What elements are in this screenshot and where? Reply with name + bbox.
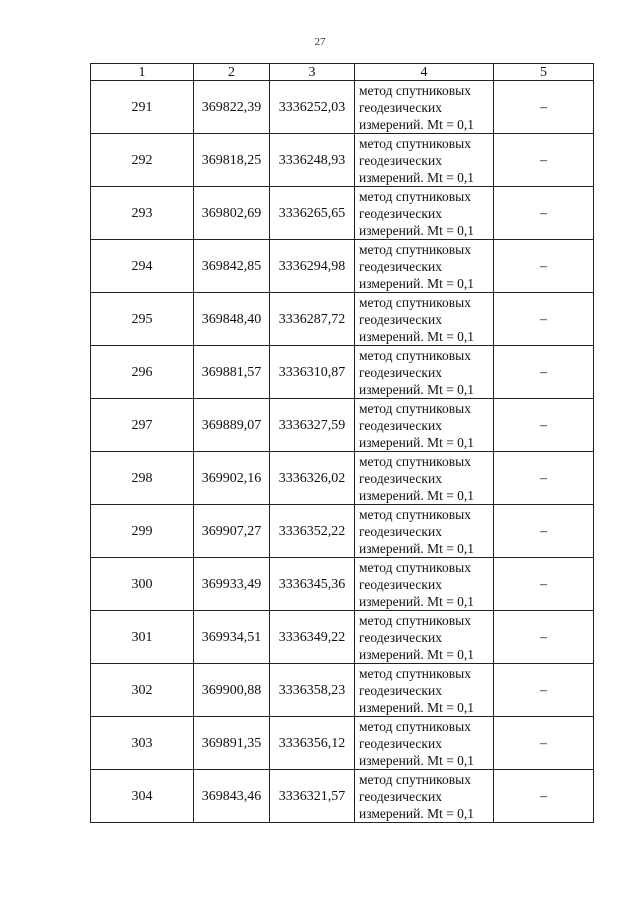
x-coordinate-cell: 369934,51	[194, 611, 270, 664]
method-line: метод спутниковых	[359, 665, 471, 681]
y-coordinate-cell: 3336358,23	[270, 664, 355, 717]
method-line: геодезических	[359, 682, 442, 698]
method-line: метод спутниковых	[359, 453, 471, 469]
point-number-cell: 297	[91, 399, 194, 452]
table-row	[91, 346, 594, 399]
method-cell	[355, 187, 494, 240]
y-coordinate-cell: 3336310,87	[270, 346, 355, 399]
point-number-cell: 303	[91, 717, 194, 770]
method-line: измерений. Mt = 0,1	[359, 487, 475, 503]
method-cell	[355, 346, 494, 399]
point-number-cell: 296	[91, 346, 194, 399]
y-coordinate-cell: 3336345,36	[270, 558, 355, 611]
x-coordinate-cell: 369900,88	[194, 664, 270, 717]
method-line: геодезических	[359, 576, 442, 592]
note-cell: –	[494, 505, 594, 558]
table-row	[91, 452, 594, 505]
method-cell	[355, 134, 494, 187]
table-row	[91, 293, 594, 346]
header-row	[91, 64, 594, 81]
note-cell: –	[494, 81, 594, 134]
table-row	[91, 81, 594, 134]
method-line: геодезических	[359, 205, 442, 221]
table-row	[91, 770, 594, 823]
point-number-cell: 292	[91, 134, 194, 187]
y-coordinate-cell: 3336326,02	[270, 452, 355, 505]
x-coordinate-cell: 369822,39	[194, 81, 270, 134]
x-coordinate-cell: 369907,27	[194, 505, 270, 558]
method-line: геодезических	[359, 735, 442, 751]
x-coordinate-cell: 369802,69	[194, 187, 270, 240]
table-row	[91, 558, 594, 611]
y-coordinate-cell: 3336287,72	[270, 293, 355, 346]
method-cell	[355, 664, 494, 717]
note-cell: –	[494, 770, 594, 823]
note-cell: –	[494, 346, 594, 399]
method-line: геодезических	[359, 364, 442, 380]
method-line: измерений. Mt = 0,1	[359, 116, 475, 132]
x-coordinate-cell: 369842,85	[194, 240, 270, 293]
method-cell	[355, 240, 494, 293]
note-cell: –	[494, 134, 594, 187]
y-coordinate-cell: 3336248,93	[270, 134, 355, 187]
table-row	[91, 505, 594, 558]
method-line: геодезических	[359, 152, 442, 168]
method-line: измерений. Mt = 0,1	[359, 169, 475, 185]
method-line: метод спутниковых	[359, 771, 471, 787]
table-row	[91, 187, 594, 240]
method-line: метод спутниковых	[359, 135, 471, 151]
header-cell-2: 2	[194, 64, 270, 81]
method-line: геодезических	[359, 470, 442, 486]
method-line: измерений. Mt = 0,1	[359, 646, 475, 662]
point-number-cell: 300	[91, 558, 194, 611]
method-line: геодезических	[359, 629, 442, 645]
method-line: геодезических	[359, 311, 442, 327]
note-cell: –	[494, 240, 594, 293]
point-number-cell: 293	[91, 187, 194, 240]
point-number-cell: 304	[91, 770, 194, 823]
method-line: измерений. Mt = 0,1	[359, 222, 475, 238]
method-line: геодезических	[359, 788, 442, 804]
point-number-cell: 299	[91, 505, 194, 558]
coordinates-table	[90, 63, 594, 823]
y-coordinate-cell: 3336356,12	[270, 717, 355, 770]
header-cell-1: 1	[91, 64, 194, 81]
method-cell	[355, 81, 494, 134]
method-line: метод спутниковых	[359, 294, 471, 310]
method-line: метод спутниковых	[359, 400, 471, 416]
note-cell: –	[494, 187, 594, 240]
x-coordinate-cell: 369843,46	[194, 770, 270, 823]
method-line: измерений. Mt = 0,1	[359, 805, 475, 821]
x-coordinate-cell: 369889,07	[194, 399, 270, 452]
x-coordinate-cell: 369891,35	[194, 717, 270, 770]
method-line: геодезических	[359, 417, 442, 433]
point-number-cell: 298	[91, 452, 194, 505]
method-cell	[355, 611, 494, 664]
note-cell: –	[494, 399, 594, 452]
method-line: метод спутниковых	[359, 82, 471, 98]
table-row	[91, 664, 594, 717]
method-line: метод спутниковых	[359, 718, 471, 734]
method-line: измерений. Mt = 0,1	[359, 381, 475, 397]
method-line: измерений. Mt = 0,1	[359, 752, 475, 768]
point-number-cell: 295	[91, 293, 194, 346]
note-cell: –	[494, 611, 594, 664]
method-line: измерений. Mt = 0,1	[359, 275, 475, 291]
method-line: метод спутниковых	[359, 506, 471, 522]
method-cell	[355, 770, 494, 823]
method-line: измерений. Mt = 0,1	[359, 593, 475, 609]
y-coordinate-cell: 3336252,03	[270, 81, 355, 134]
method-line: измерений. Mt = 0,1	[359, 540, 475, 556]
note-cell: –	[494, 293, 594, 346]
y-coordinate-cell: 3336349,22	[270, 611, 355, 664]
method-line: метод спутниковых	[359, 559, 471, 575]
method-line: измерений. Mt = 0,1	[359, 328, 475, 344]
method-line: метод спутниковых	[359, 188, 471, 204]
table-body	[91, 81, 594, 823]
y-coordinate-cell: 3336265,65	[270, 187, 355, 240]
point-number-cell: 301	[91, 611, 194, 664]
y-coordinate-cell: 3336321,57	[270, 770, 355, 823]
table-row	[91, 611, 594, 664]
method-line: метод спутниковых	[359, 612, 471, 628]
table-row	[91, 399, 594, 452]
method-line: метод спутниковых	[359, 347, 471, 363]
method-line: геодезических	[359, 523, 442, 539]
x-coordinate-cell: 369881,57	[194, 346, 270, 399]
method-cell	[355, 452, 494, 505]
point-number-cell: 294	[91, 240, 194, 293]
method-cell	[355, 558, 494, 611]
method-line: метод спутниковых	[359, 241, 471, 257]
point-number-cell: 302	[91, 664, 194, 717]
x-coordinate-cell: 369933,49	[194, 558, 270, 611]
table-row	[91, 240, 594, 293]
x-coordinate-cell: 369818,25	[194, 134, 270, 187]
method-cell	[355, 717, 494, 770]
table-row	[91, 134, 594, 187]
method-line: геодезических	[359, 99, 442, 115]
header-cell-4: 4	[355, 64, 494, 81]
table-row	[91, 717, 594, 770]
method-cell	[355, 399, 494, 452]
point-number-cell: 291	[91, 81, 194, 134]
header-cell-5: 5	[494, 64, 594, 81]
page-number: 27	[314, 36, 326, 48]
header-cell-3: 3	[270, 64, 355, 81]
table-header	[91, 64, 594, 81]
method-line: измерений. Mt = 0,1	[359, 434, 475, 450]
note-cell: –	[494, 452, 594, 505]
method-cell	[355, 505, 494, 558]
method-line: геодезических	[359, 258, 442, 274]
y-coordinate-cell: 3336327,59	[270, 399, 355, 452]
method-cell	[355, 293, 494, 346]
note-cell: –	[494, 664, 594, 717]
note-cell: –	[494, 717, 594, 770]
y-coordinate-cell: 3336352,22	[270, 505, 355, 558]
method-line: измерений. Mt = 0,1	[359, 699, 475, 715]
note-cell: –	[494, 558, 594, 611]
y-coordinate-cell: 3336294,98	[270, 240, 355, 293]
x-coordinate-cell: 369848,40	[194, 293, 270, 346]
x-coordinate-cell: 369902,16	[194, 452, 270, 505]
